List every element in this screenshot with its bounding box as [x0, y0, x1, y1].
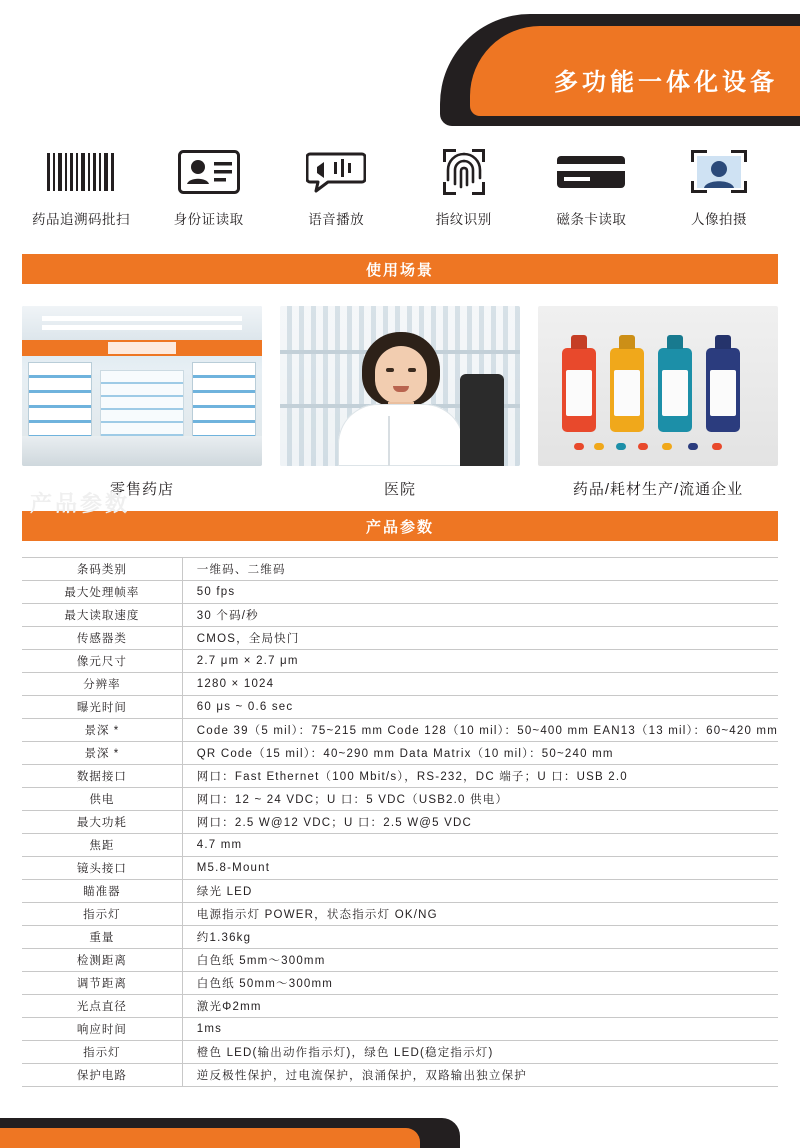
table-row — [22, 926, 778, 949]
feature-item-barcode — [22, 146, 140, 228]
param-value: 一维码、二维码 — [182, 558, 778, 581]
page-footer — [0, 1118, 800, 1148]
watermark-text: 产品参数 — [30, 491, 131, 516]
param-value: 60 μs ~ 0.6 sec — [182, 696, 778, 719]
table-row — [22, 627, 778, 650]
table-row — [22, 903, 778, 926]
magnetic-card-icon — [532, 146, 650, 198]
table-row — [22, 1064, 778, 1087]
feature-list — [0, 140, 800, 228]
feature-item-id-card — [150, 146, 268, 228]
feature-label: 药品追溯码批扫 — [32, 212, 130, 227]
param-key: 保护电路 — [22, 1064, 182, 1087]
param-value: 1ms — [182, 1018, 778, 1041]
table-row — [22, 650, 778, 673]
scene-caption: 零售药店 — [109, 481, 174, 498]
table-row — [22, 857, 778, 880]
feature-item-fingerprint — [405, 146, 523, 228]
param-value: 网口：Fast Ethernet（100 Mbit/s），RS-232，DC 端子；U 口：USB 2.0 — [182, 765, 778, 788]
param-key: 像元尺寸 — [22, 650, 182, 673]
section-title-scenes: 使用场景 — [22, 254, 778, 284]
table-row — [22, 834, 778, 857]
hospital-photo — [280, 306, 520, 466]
param-key: 光点直径 — [22, 995, 182, 1018]
table-row — [22, 880, 778, 903]
scene-list — [22, 306, 778, 499]
table-row — [22, 765, 778, 788]
param-value: M5.8-Mount — [182, 857, 778, 880]
param-key: 传感器类 — [22, 627, 182, 650]
param-value: 绿光 LED — [182, 880, 778, 903]
param-key: 指示灯 — [22, 903, 182, 926]
feature-label: 身份证读取 — [173, 212, 244, 227]
param-key: 响应时间 — [22, 1018, 182, 1041]
param-key: 曝光时间 — [22, 696, 182, 719]
table-row — [22, 811, 778, 834]
table-row — [22, 742, 778, 765]
feature-label: 人像拍摄 — [690, 212, 747, 227]
product-params-table — [22, 557, 778, 1087]
param-key: 最大处理帧率 — [22, 581, 182, 604]
param-key: 最大功耗 — [22, 811, 182, 834]
id-card-icon — [150, 146, 268, 198]
feature-label: 磁条卡读取 — [556, 212, 627, 227]
param-value: 4.7 mm — [182, 834, 778, 857]
param-value: 网口：12 ~ 24 VDC；U 口：5 VDC（USB2.0 供电） — [182, 788, 778, 811]
param-key: 数据接口 — [22, 765, 182, 788]
param-key: 分辨率 — [22, 673, 182, 696]
page-title: 多功能一体化设备 — [554, 70, 778, 96]
param-key: 调节距离 — [22, 972, 182, 995]
footer-orange-shape — [0, 1128, 420, 1148]
scene-caption: 药品/耗材生产/流通企业 — [572, 481, 744, 498]
param-value: 30 个码/秒 — [182, 604, 778, 627]
table-row — [22, 1018, 778, 1041]
product-params-body — [22, 558, 778, 1087]
param-key: 重量 — [22, 926, 182, 949]
param-value: 白色纸 50mm～300mm — [182, 972, 778, 995]
scene-item-retail-pharmacy — [22, 306, 262, 499]
param-key: 焦距 — [22, 834, 182, 857]
param-key: 景深 * — [22, 719, 182, 742]
param-value: 白色纸 5mm～300mm — [182, 949, 778, 972]
table-row — [22, 719, 778, 742]
table-row — [22, 673, 778, 696]
param-value: 电源指示灯 POWER，状态指示灯 OK/NG — [182, 903, 778, 926]
feature-item-portrait — [660, 146, 778, 228]
param-key: 条码类别 — [22, 558, 182, 581]
table-row — [22, 949, 778, 972]
table-row — [22, 696, 778, 719]
param-value: 网口：2.5 W@12 VDC；U 口：2.5 W@5 VDC — [182, 811, 778, 834]
param-value: 2.7 μm × 2.7 μm — [182, 650, 778, 673]
param-value: 1280 × 1024 — [182, 673, 778, 696]
scene-item-hospital — [280, 306, 520, 499]
param-key: 瞄准器 — [22, 880, 182, 903]
voice-broadcast-icon — [277, 146, 395, 198]
table-row — [22, 972, 778, 995]
param-value: Code 39（5 mil）：75~215 mm Code 128（10 mil）：50~400 mm EAN13（13 mil）：60~420 mm — [182, 719, 778, 742]
table-row — [22, 581, 778, 604]
param-key: 指示灯 — [22, 1041, 182, 1064]
table-row — [22, 995, 778, 1018]
param-key: 供电 — [22, 788, 182, 811]
param-key: 检测距离 — [22, 949, 182, 972]
param-value: 激光Φ2mm — [182, 995, 778, 1018]
scene-item-manufacturing — [538, 306, 778, 499]
feature-item-magcard — [532, 146, 650, 228]
retail-pharmacy-photo — [22, 306, 262, 466]
feature-item-voice — [277, 146, 395, 228]
param-key: 镜头接口 — [22, 857, 182, 880]
table-row — [22, 1041, 778, 1064]
param-value: 橙色 LED(输出动作指示灯)，绿色 LED(稳定指示灯) — [182, 1041, 778, 1064]
section-title-params: 产品参数 — [22, 511, 778, 541]
fingerprint-icon — [405, 146, 523, 198]
barcode-icon — [22, 146, 140, 198]
param-value: CMOS，全局快门 — [182, 627, 778, 650]
scene-caption: 医院 — [383, 481, 416, 498]
param-value: 约1.36kg — [182, 926, 778, 949]
param-value: QR Code（15 mil）：40~290 mm Data Matrix（10 mil）：50~240 mm — [182, 742, 778, 765]
page-header — [0, 0, 800, 140]
feature-label: 语音播放 — [308, 212, 365, 227]
feature-label: 指纹识别 — [435, 212, 492, 227]
portrait-capture-icon — [660, 146, 778, 198]
param-value: 逆反极性保护，过电流保护，浪涌保护，双路输出独立保护 — [182, 1064, 778, 1087]
param-key: 最大读取速度 — [22, 604, 182, 627]
manufacturing-photo — [538, 306, 778, 466]
table-row — [22, 558, 778, 581]
param-value: 50 fps — [182, 581, 778, 604]
table-row — [22, 604, 778, 627]
param-key: 景深 * — [22, 742, 182, 765]
table-row — [22, 788, 778, 811]
